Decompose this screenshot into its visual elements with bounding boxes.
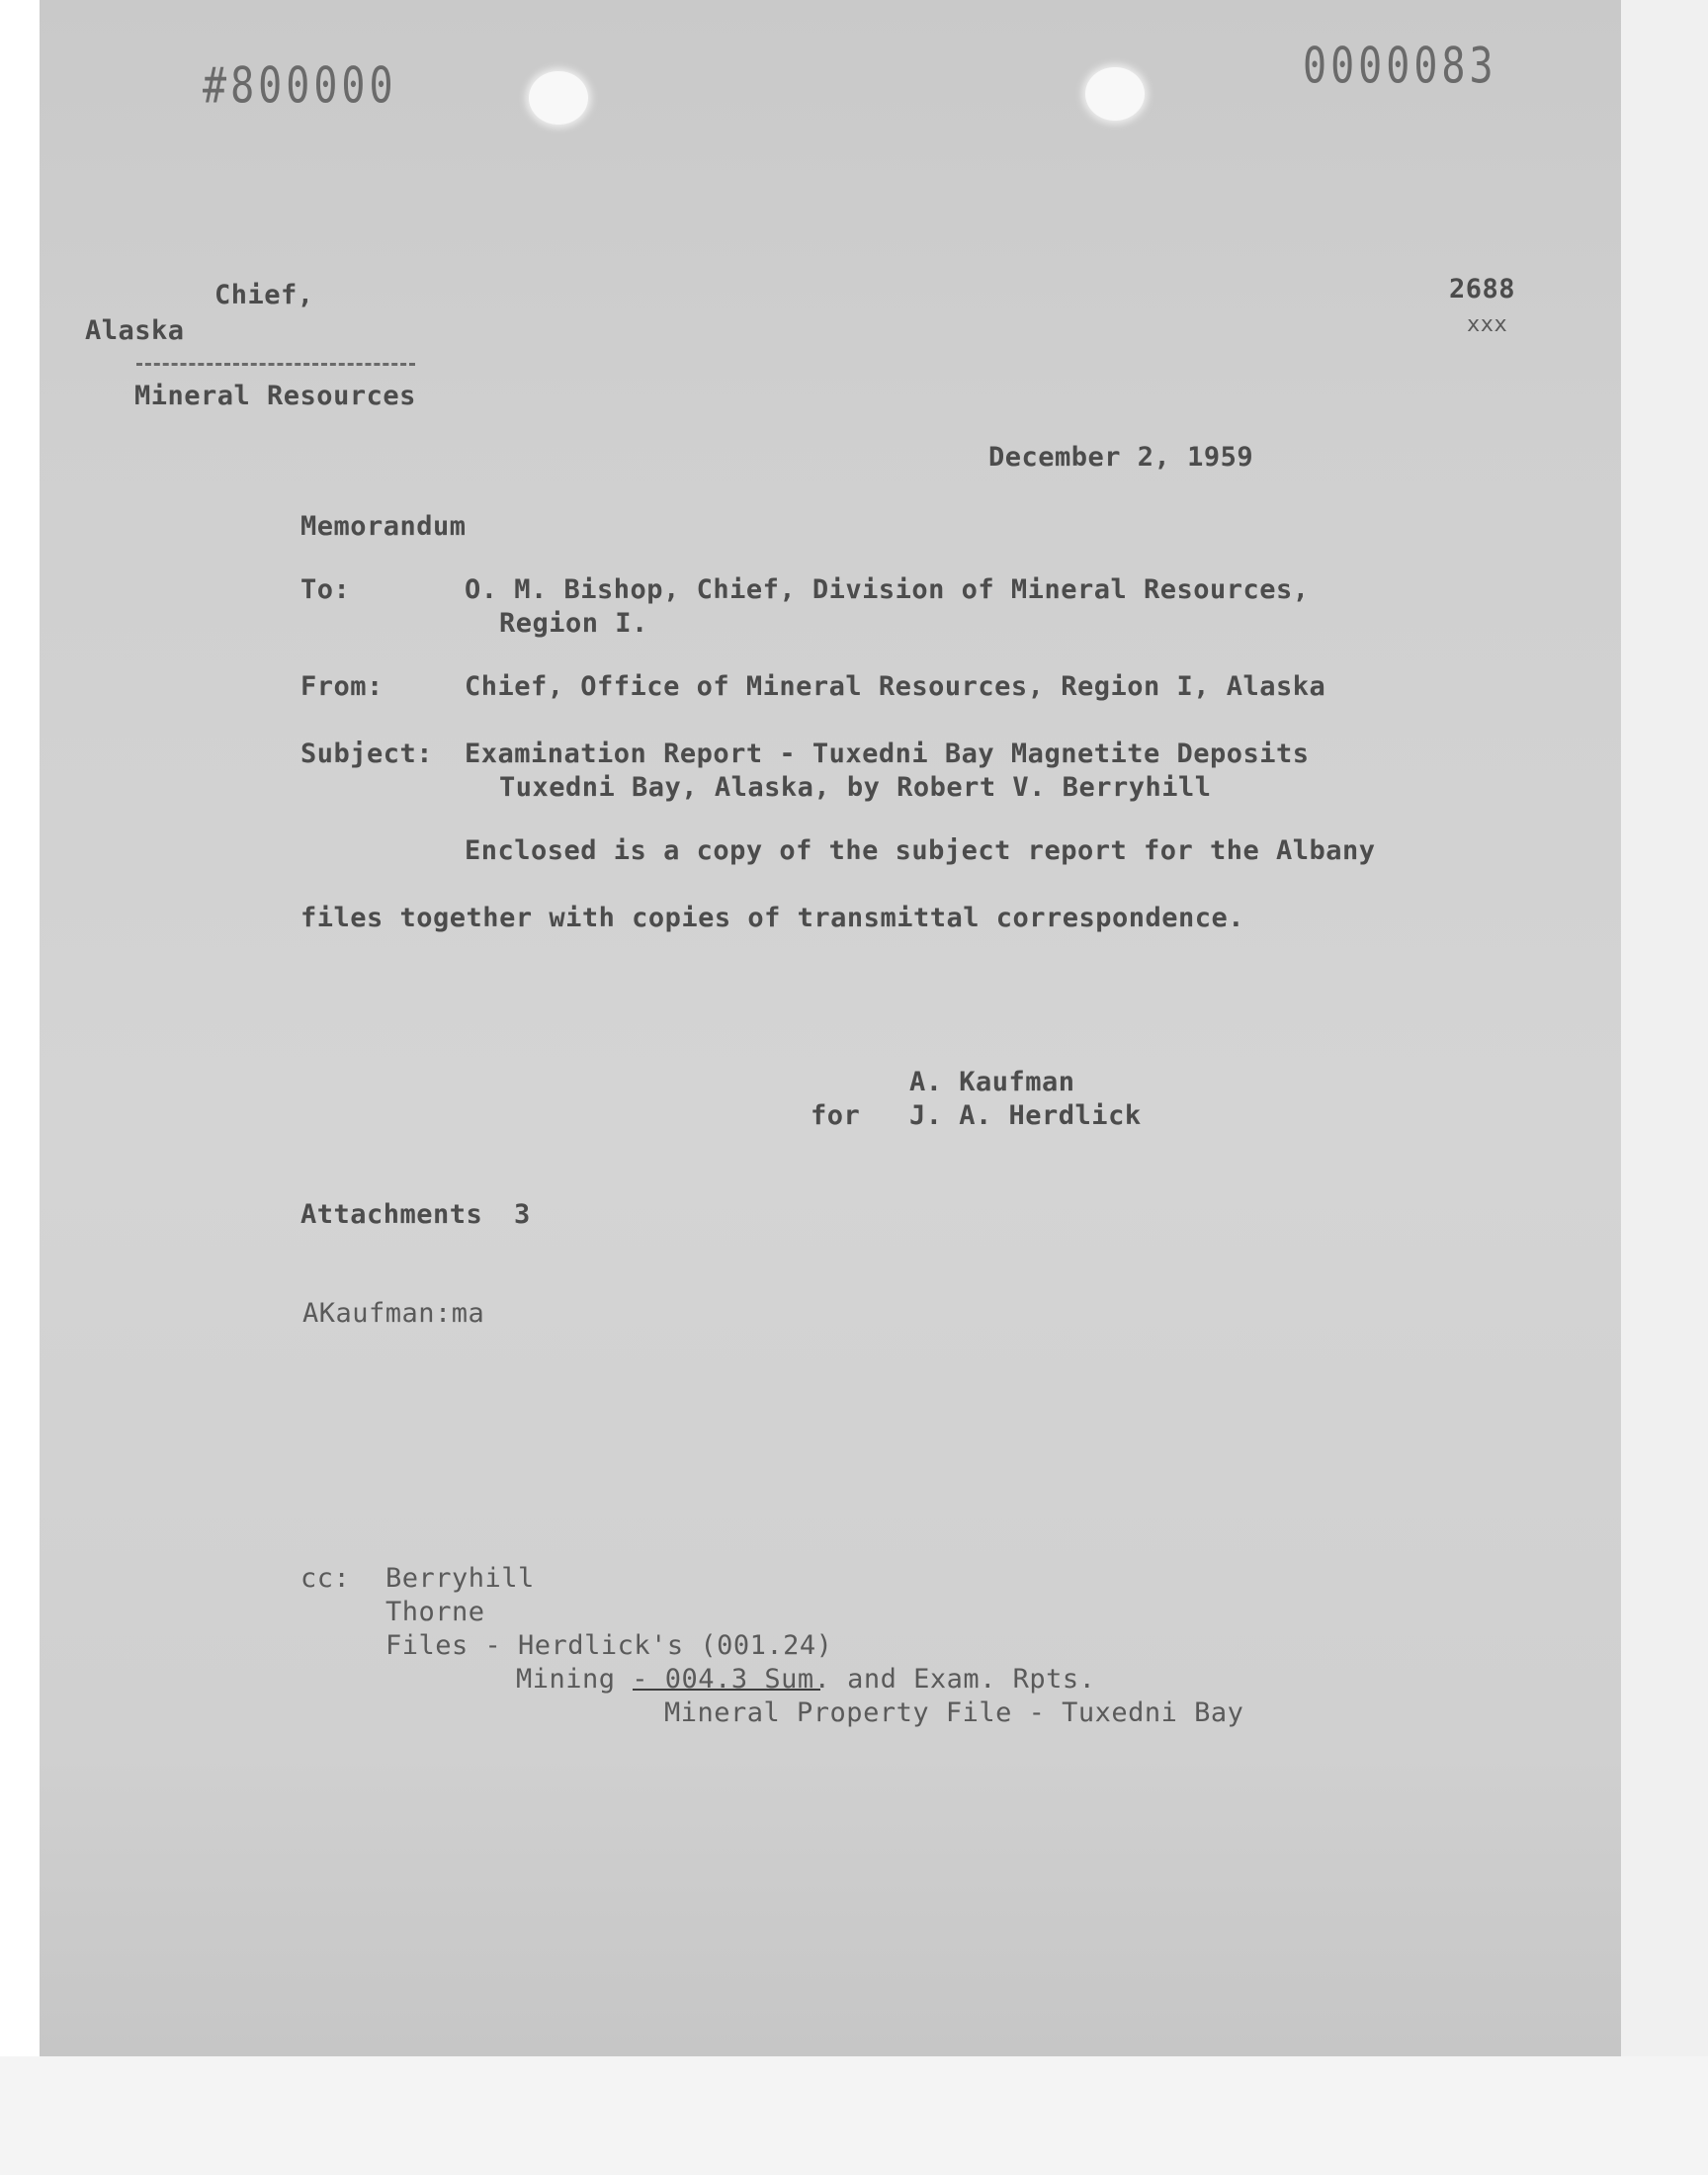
scan-margin-bottom — [0, 2056, 1708, 2175]
attachments-label: Attachments — [300, 1199, 483, 1230]
header-strikethrough-line — [136, 363, 415, 366]
body-line-2: files together with copies of transmittal correspondence. — [300, 903, 1245, 933]
signer-name: A. Kaufman — [909, 1067, 1075, 1097]
from-label: From: — [300, 671, 384, 702]
cc-label: cc: — [300, 1563, 351, 1594]
memo-date: December 2, 1959 — [988, 442, 1254, 473]
file-number: 2688 — [1449, 274, 1516, 304]
stamp-number-left: #800000 — [203, 57, 397, 115]
attachments-count: 3 — [514, 1199, 531, 1230]
header-alaska: Alaska — [85, 315, 185, 346]
subject-line-1: Examination Report - Tuxedni Bay Magnetite Deposits — [465, 739, 1310, 769]
cc-line-3: Files - Herdlick's (001.24) — [385, 1630, 833, 1661]
memo-type: Memorandum — [300, 511, 467, 542]
punch-hole-right — [1085, 67, 1145, 121]
file-code: xxx — [1467, 312, 1508, 337]
cc-line-5: Mineral Property File - Tuxedni Bay — [664, 1697, 1244, 1728]
to-line-1: O. M. Bishop, Chief, Division of Mineral Resources, — [465, 574, 1310, 605]
signature-for-label: for — [811, 1100, 861, 1131]
signature-on-behalf: J. A. Herdlick — [909, 1100, 1142, 1131]
cc-line-1: Berryhill — [385, 1563, 535, 1594]
cc-line-2: Thorne — [385, 1597, 485, 1627]
typist-initials: AKaufman:ma — [302, 1298, 485, 1329]
body-line-1: Enclosed is a copy of the subject report for the Albany — [465, 835, 1376, 866]
header-chief: Chief, — [214, 280, 314, 310]
punch-hole-left — [529, 71, 588, 125]
stamp-number-right: 0000083 — [1303, 38, 1497, 95]
to-line-2: Region I. — [499, 608, 648, 639]
from-value: Chief, Office of Mineral Resources, Region I, Alaska — [465, 671, 1326, 702]
cc-line-4: Mining - 004.3 Sum. and Exam. Rpts. — [516, 1664, 1096, 1695]
scan-margin-right — [1621, 0, 1708, 2056]
subject-line-2: Tuxedni Bay, Alaska, by Robert V. Berryhill — [499, 772, 1212, 803]
to-label: To: — [300, 574, 351, 605]
header-office: Mineral Resources — [134, 381, 416, 411]
cc-underline-mark — [633, 1689, 820, 1691]
subject-label: Subject: — [300, 739, 434, 769]
